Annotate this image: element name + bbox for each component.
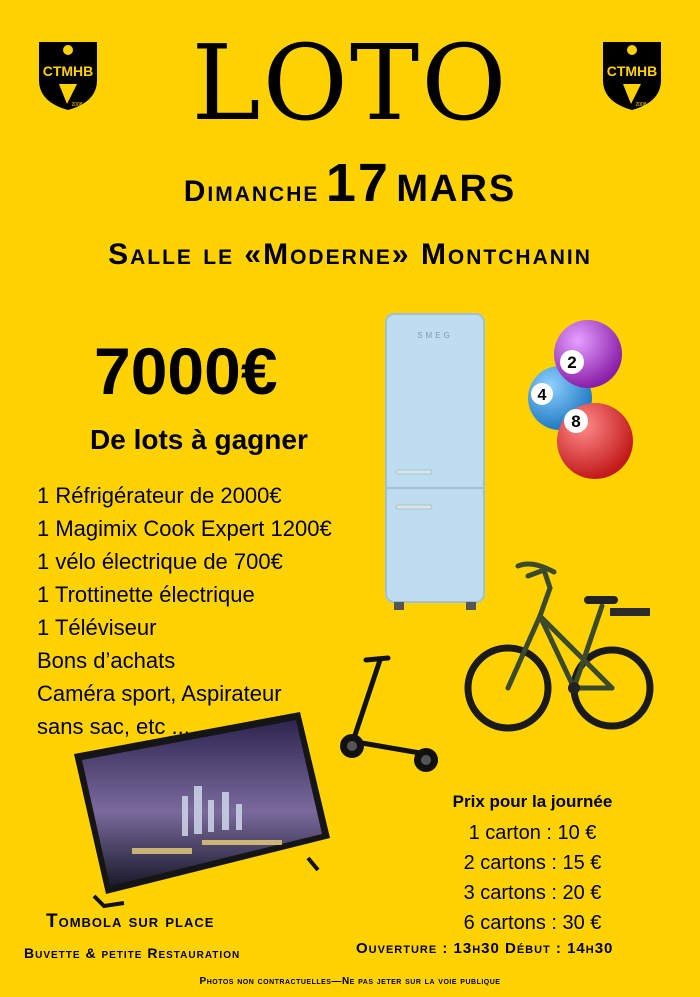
pricing-title: Prix pour la journée: [452, 792, 613, 811]
prize-item: 1 Trottinette électrique: [37, 582, 255, 607]
pricing-row: 6 cartons : 30 €: [463, 912, 602, 934]
prize-amount: 7000€: [94, 334, 278, 408]
event-day: Dimanche: [183, 175, 320, 208]
prize-item: Bons d’achats: [37, 648, 176, 673]
event-date: [0, 152, 700, 214]
lottery-balls-image: [520, 318, 640, 480]
prize-item: sans sac, etc ...: [37, 714, 190, 739]
pricing-row: 2 cartons : 15 €: [463, 852, 602, 874]
opening-hours: Ouverture : 13h30 Début : 14h30: [356, 940, 614, 957]
electric-scooter-image: [338, 654, 442, 774]
svg-text:CTMHB: CTMHB: [42, 63, 94, 79]
prize-subtitle: De lots à gagner: [90, 424, 308, 455]
svg-text:2008: 2008: [71, 102, 83, 108]
svg-text:CTMHB: CTMHB: [606, 63, 658, 79]
svg-text:SMEG: SMEG: [417, 331, 453, 340]
loto-title: LOTO: [191, 22, 509, 144]
prize-item: 1 Réfrigérateur de 2000€: [37, 483, 282, 508]
pricing-row: 3 cartons : 20 €: [463, 882, 602, 904]
prize-item: 1 Téléviseur: [37, 615, 157, 640]
prize-list: [37, 481, 332, 745]
television-image: [72, 708, 334, 912]
electric-bike-image: [462, 556, 656, 752]
buvette-text: Buvette & petite Restauration: [24, 945, 241, 961]
event-month: mars: [396, 153, 517, 213]
prize-item: 1 vélo électrique de 700€: [37, 549, 283, 574]
svg-text:4: 4: [537, 387, 547, 404]
prize-item: 1 Magimix Cook Expert 1200€: [37, 516, 332, 541]
svg-text:8: 8: [571, 412, 581, 431]
disclaimer: Photos non contractuelles—Ne pas jeter sur la voie publique: [199, 976, 501, 987]
event-venue: Salle le «Moderne» Montchanin: [108, 238, 592, 271]
svg-text:2: 2: [567, 353, 577, 372]
tombola-text: Tombola sur place: [46, 911, 215, 932]
svg-text:2008: 2008: [635, 102, 647, 108]
prize-item: Caméra sport, Aspirateur: [37, 681, 282, 706]
event-date-number: 17: [325, 153, 390, 213]
pricing-row: 1 carton : 10 €: [468, 822, 597, 844]
pricing-box: [420, 790, 645, 938]
